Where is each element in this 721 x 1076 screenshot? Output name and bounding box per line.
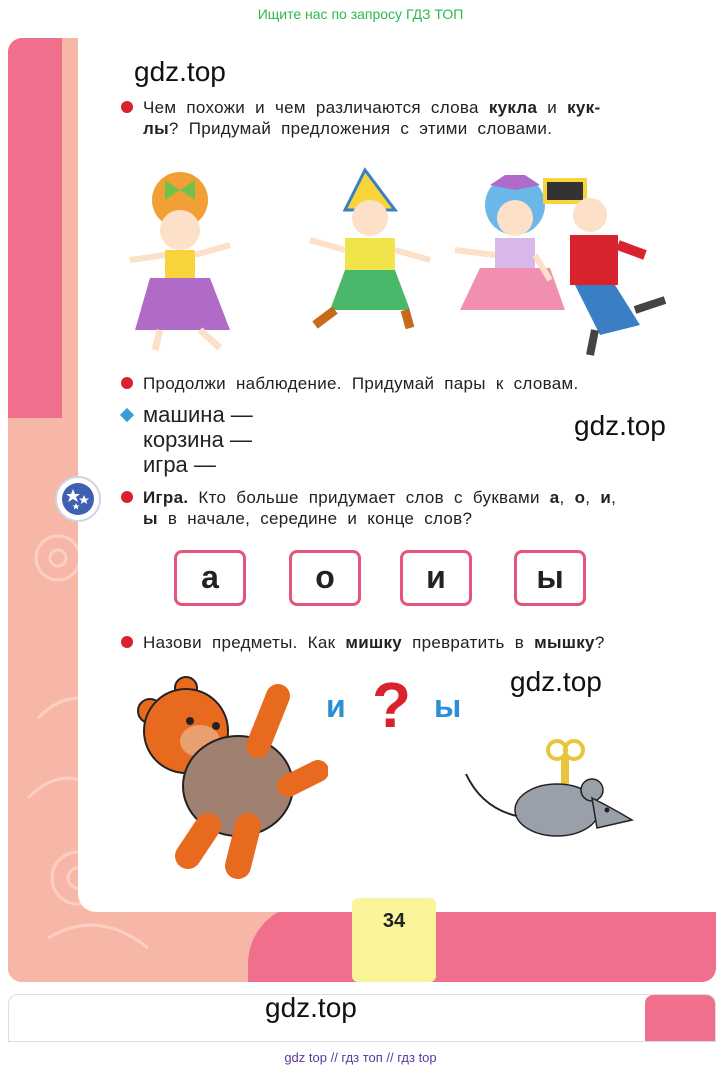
task3-letter-i: и: [600, 488, 612, 507]
letter-box-y: ы: [514, 550, 586, 606]
task1-line2: ? Придумай предложения с этими словами.: [168, 119, 553, 138]
letter-box-a: а: [174, 550, 246, 606]
task3-letter-y: ы: [143, 509, 158, 528]
task3-text: Игра. Кто больше придумает слов с буквами а, о, и, ы в начале, середине и конце слов?: [143, 488, 617, 528]
page-number: 34: [352, 898, 436, 982]
task4-word2: мышку: [534, 633, 595, 652]
task1-bullet: [121, 101, 133, 113]
task4-word1: мишку: [345, 633, 403, 652]
next-page-card: [8, 994, 716, 1042]
word-list-item: машина —: [143, 402, 253, 427]
watermark: gdz.top: [574, 410, 666, 441]
task4-mid: превратить в: [412, 633, 525, 652]
task3-text1: Кто больше придумает слов с буквами: [198, 488, 540, 507]
footer-links[interactable]: gdz top // гдз топ // гдз top: [284, 1050, 437, 1065]
task3-bullet: [121, 491, 133, 503]
task1-word1: кукла: [488, 98, 538, 117]
task2-bullet: [121, 377, 133, 389]
word-list-item: игра —: [143, 452, 216, 477]
word-list-item: корзина —: [143, 427, 252, 452]
watermark: gdz.top: [265, 992, 357, 1023]
swap-letter-y: ы: [434, 688, 462, 724]
next-page-pink-corner: [645, 995, 715, 1042]
task4-pre: Назови предметы. Как: [143, 633, 336, 652]
word-list: [143, 402, 253, 477]
watermark: gdz.top: [510, 666, 602, 697]
task3-letter-a: а: [549, 488, 560, 507]
letter-box-o: о: [289, 550, 361, 606]
star-badge: [55, 476, 101, 522]
letter-box-i: и: [400, 550, 472, 606]
top-banner[interactable]: Ищите нас по запросу ГДЗ ТОП: [257, 6, 464, 22]
task1-word2b: лы: [143, 119, 169, 138]
task4-text: [143, 632, 683, 653]
question-mark: ?: [372, 669, 412, 741]
bottom-pink-curve: [248, 904, 716, 982]
task3-text2: в начале, середине и конце слов?: [167, 509, 473, 528]
swap-letter-i: и: [326, 688, 346, 724]
task1-line1: Чем похожи и чем различаются слова: [143, 98, 479, 117]
task2-text: Продолжи наблюдение. Придумай пары к словам.: [143, 374, 579, 393]
star-badge-icon: [62, 483, 94, 515]
task4-bullet: [121, 636, 133, 648]
teddy-bear-illustration: [128, 676, 328, 881]
task1-word2a: кук-: [567, 98, 601, 117]
mouse-illustration: [462, 738, 637, 843]
task1-text: [143, 97, 673, 139]
task4-post: ?: [594, 633, 605, 652]
task3-letter-o: о: [574, 488, 586, 507]
watermark: gdz.top: [134, 56, 226, 87]
dolls-illustration: [120, 160, 680, 360]
task3-label: Игра.: [143, 488, 189, 507]
task1-and: и: [547, 98, 558, 117]
